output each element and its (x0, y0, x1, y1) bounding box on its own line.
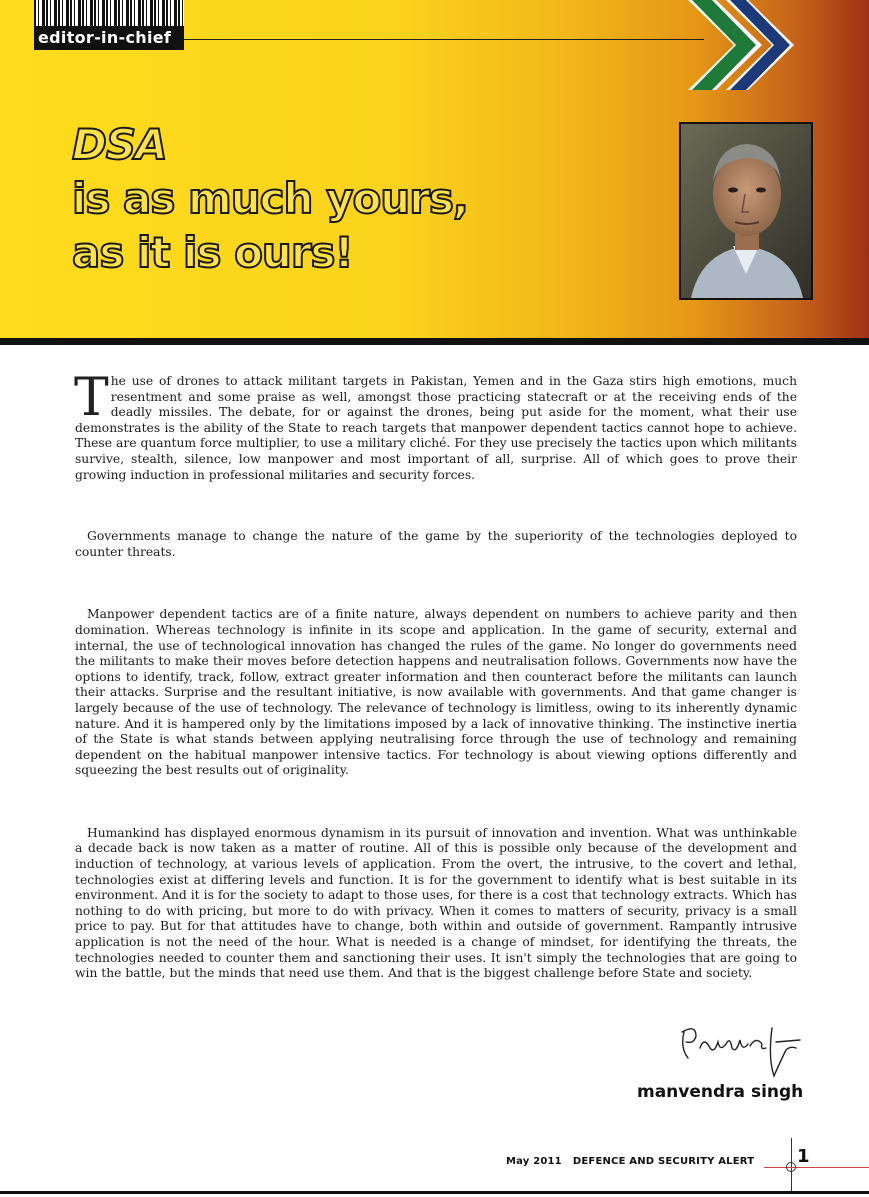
section-tag: editor-in-chief (34, 26, 184, 50)
crop-mark-circle (786, 1162, 796, 1172)
paragraph-1-text: he use of drones to attack militant targets in Pakistan, Yemen and in the Gaza stirs high emotions, much resentment and some praise as well, amongst those practicing statecraft or at the receiving ends of the deadly missiles. The debate, for or against the drones, being put aside for the moment, what their use demonstrates is the ability of the State to reach targets that manpower dependent tactics cannot hope to achieve. These are quantum force multiplier, to use a military cliché. For they use precisely the tactics upon which militants survive, stealth, silence, low manpower and most important of all, surprise. All of which goes to prove their growing induction in professional militaries and security forces. (75, 374, 797, 482)
author-portrait (679, 122, 813, 300)
chevron-arrows-graphic (686, 0, 798, 90)
page-number: 1 (797, 1146, 810, 1167)
header-rule (184, 39, 704, 40)
paragraph-2: Governments manage to change the nature of the game by the superiority of the technologies deployed to counter threats. (75, 529, 797, 559)
author-signature (676, 1018, 804, 1082)
divider-band (0, 338, 869, 345)
paragraph-3: Manpower dependent tactics are of a finite nature, always dependent on numbers to achieve parity and then domination. Whereas technology is infinite in its scope and application. In the game of security, external and internal, the use of technological innovation has changed the rules of the game. No longer do governments need the militants to make their moves before detection happens and neutralisation follows. Governments now have the options to identify, track, follow, extract greater information and then counteract before the militants can launch their attacks. Surprise and the resultant initiative, is now available with governments. And that game changer is largely because of the use of technology. The relevance of technology is limitless, owing to its inherently dynamic nature. And it is hampered only by the limitations imposed by a lack of innovative thinking. The instinctive inertia of the State is what stands between applying neutralising force through the use of technology and remaining dependent on the habitual manpower intensive tactics. For technology is about viewing options differently and squeezing the best results out of originality. (75, 607, 797, 778)
headline-line-1: DSA (72, 120, 167, 169)
paragraph-4: Humankind has displayed enormous dynamism in its pursuit of innovation and invention. What was unthinkable a decade back is now taken as a matter of routine. All of this is possible only because of the development and induction of technology, at various levels of application. From the overt, the intrusive, to the covert and lethal, technologies exist at differing levels and function. It is for the government to identify what is best suitable in its environment. And it is for the society to adapt to those uses, for there is a cost that technology extracts. Which has nothing to do with pricing, but more to do with privacy. When it comes to matters of security, privacy is a small price to pay. But for that attitudes have to change, both within and outside of government. Rampantly intrusive application is not the need of the hour. What is needed is a change of mindset, for identifying the threats, the technologies needed to counter them and sanctioning their uses. It isn't simply the technologies that are going to win the battle, but the minds that need use them. And that is the biggest challenge before State and society. (75, 825, 797, 981)
paragraph-1 (74, 368, 797, 483)
drop-cap: T (74, 368, 109, 428)
barcode-graphic (34, 0, 184, 26)
header-banner (0, 0, 869, 338)
issue-date: May 2011 (506, 1156, 562, 1167)
article-body (74, 368, 797, 982)
publication-name: DEFENCE AND SECURITY ALERT (572, 1156, 755, 1167)
crop-mark-horizontal (764, 1167, 869, 1168)
bottom-rule (0, 1191, 869, 1194)
portrait-illustration (681, 124, 811, 298)
headline (72, 118, 468, 280)
headline-line-2: is as much yours, (72, 174, 468, 223)
headline-line-3: as it is ours! (72, 228, 353, 277)
author-name: manvendra singh (637, 1082, 804, 1102)
footer-credit (506, 1156, 754, 1167)
